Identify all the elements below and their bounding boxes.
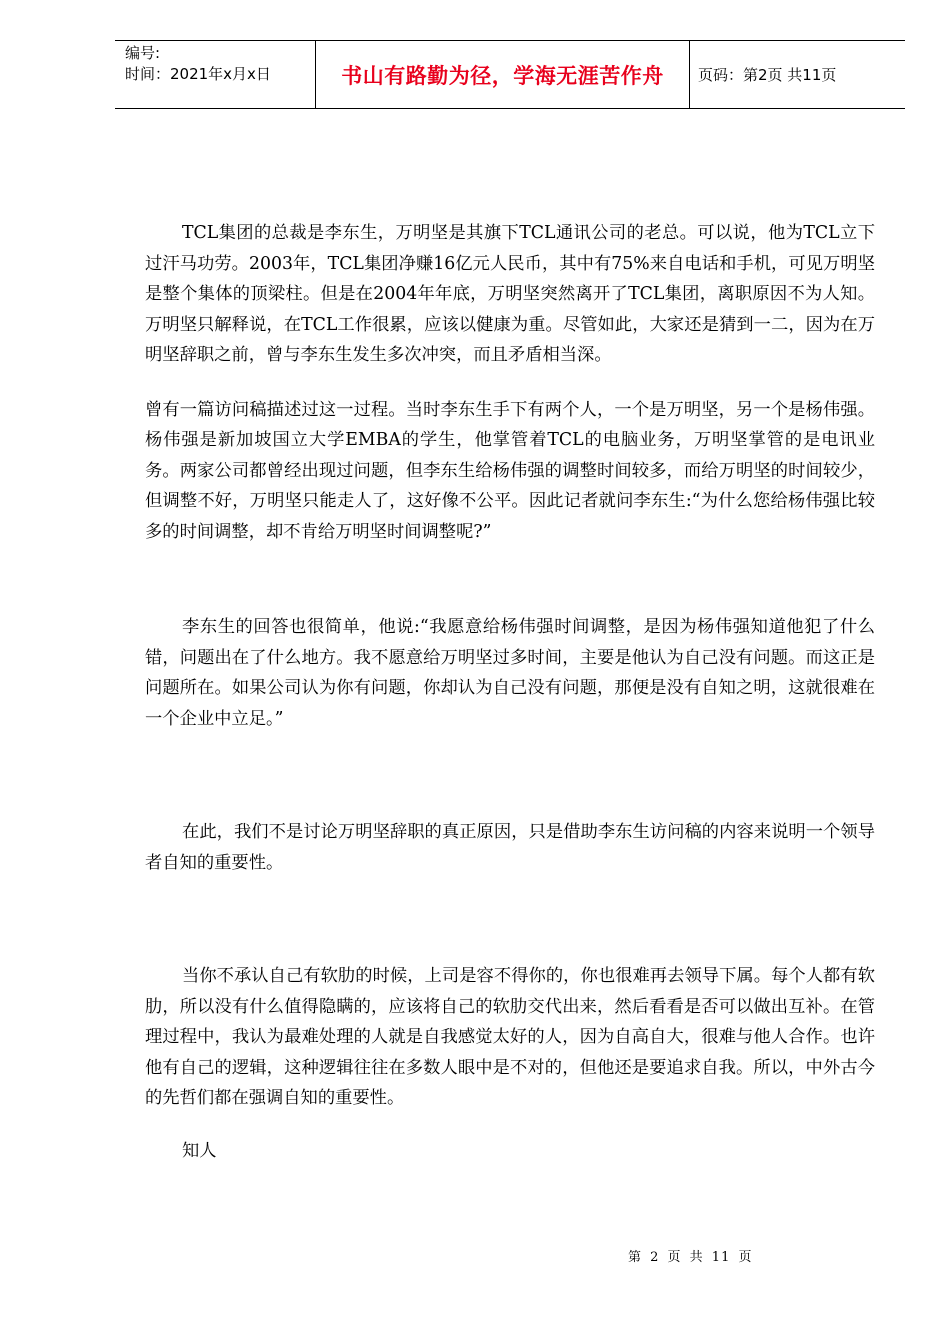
serial-number-label: 编号: <box>125 44 161 62</box>
paragraph-purpose: 在此，我们不是讨论万明坚辞职的真正原因，只是借助李东生访问稿的内容来说明一个领导者自知的重要性。 <box>145 822 875 873</box>
header-motto: 书山有路勤为径，学海无涯苦作舟 <box>316 41 690 108</box>
paragraph-intro: TCL集团的总裁是李东生，万明坚是其旗下TCL通讯公司的老总。可以说，他为TCL立下过汗马功劳。2003年，TCL集团净赚16亿元人民币，其中有75%来自电话和手机，可见万明坚是整个集体的顶梁柱。但是在2004年年底，万明坚突然离开了TCL集团，离职原因不为人知。万明坚只解释说，在TCL工作很累，应该以健康为重。尽管如此，大家还是猜到一二，因为在万明坚辞职之前，曾与李东生发生多次冲突，而且矛盾相当深。 <box>145 223 875 365</box>
paragraph-interview: 曾有一篇访问稿描述过这一过程。当时李东生手下有两个人，一个是万明坚，另一个是杨伟强。杨伟强是新加坡国立大学EMBA的学生，他掌管着TCL的电脑业务，万明坚掌管的是电讯业务。两家公司都曾经出现过问题，但李东生给杨伟强的调整时间较多，而给万明坚的时间较少，但调整不好，万明坚只能走人了，这好像不公平。因此记者就问李东生:“为什么您给杨伟强比较多的时间调整，却不肯给万明坚时间调整呢?” <box>145 399 875 542</box>
section-heading-zhiren: 知人 <box>182 1140 217 1161</box>
page-footer: 第 2 页 共 11 页 <box>628 1250 753 1265</box>
header-page-info: 页码：第2页 共11页 <box>698 66 837 84</box>
paragraph-weakness: 当你不承认自己有软肋的时候，上司是容不得你的，你也很难再去领导下属。每个人都有软肋，所以没有什么值得隐瞒的，应该将自己的软肋交代出来，然后看看是否可以做出互补。在管理过程中，我认为最难处理的人就是自我感觉太好的人，因为自高自大，很难与他人合作。也许他有自己的逻辑，这种逻辑往往在多数人眼中是不对的，但他还是要追求自我。所以，中外古今的先哲们都在强调自知的重要性。 <box>145 966 875 1108</box>
time-label: 时间：2021年x月x日 <box>125 65 271 83</box>
document-header <box>115 40 905 109</box>
header-meta-cell <box>115 41 316 108</box>
document-body <box>145 218 875 1166</box>
paragraph-answer: 李东生的回答也很简单，他说:“我愿意给杨伟强时间调整，是因为杨伟强知道他犯了什么错，问题出在了什么地方。我不愿意给万明坚过多时间，主要是他认为自己没有问题。而这正是问题所在。如果公司认为你有问题，你却认为自己没有问题，那便是没有自知之明，这就很难在一个企业中立足。” <box>145 617 875 729</box>
